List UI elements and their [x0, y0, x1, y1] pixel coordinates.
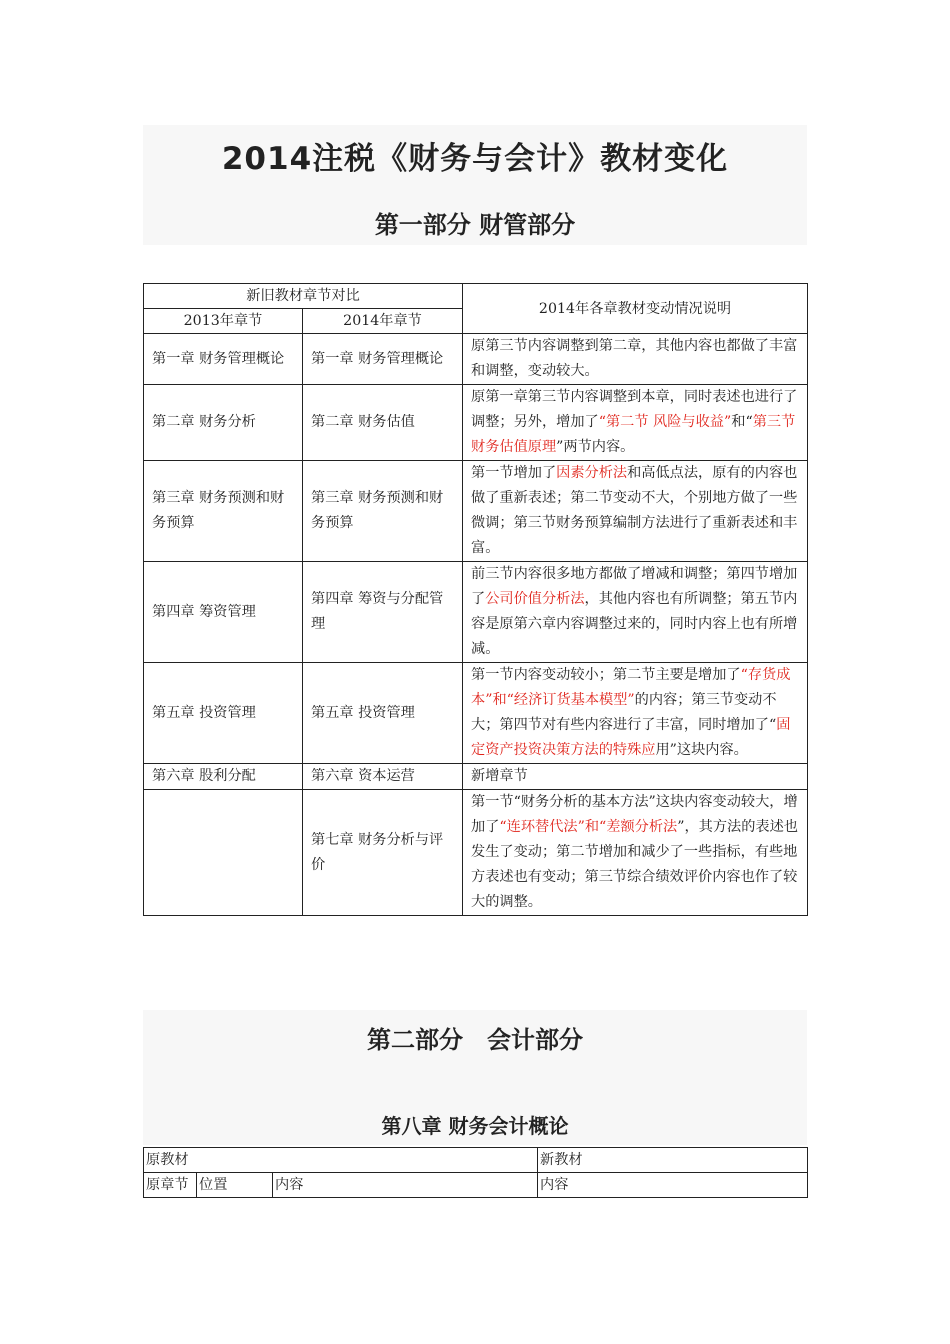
part2-heading: 第二部分 会计部分: [367, 1026, 583, 1054]
highlighted-text: 固定资产投资决策方法的特殊应: [471, 717, 791, 758]
part1-heading: 第一部分 财管部分: [374, 211, 576, 239]
table-row: [144, 562, 808, 663]
header-chapter-comparison: 新旧教材章节对比: [144, 284, 463, 309]
description-text: 用”这块内容。: [655, 742, 748, 758]
table-row: [144, 663, 808, 764]
header-2013: 2013年章节: [144, 309, 303, 334]
description-text: ，其他内容也有所调整；第五节内容是原第六章内容调整过来的，同时内容上也有所增减。: [471, 591, 798, 657]
table-row: [144, 334, 808, 385]
table-row: [144, 790, 808, 916]
table-row: [144, 385, 808, 461]
description-text: 原第一章第三节内容调整到本章，同时表述也进行了调整；另外，增加了: [471, 389, 798, 430]
change-description: [463, 562, 808, 663]
chapter-2013: [144, 790, 303, 916]
position-header: 位置: [197, 1173, 273, 1198]
chapter-2013: 第四章 筹资管理: [144, 562, 303, 663]
description-text: 和“: [731, 414, 753, 430]
description-text: 前三节内容很多地方都做了增减和调整；第四节增加了: [471, 566, 798, 607]
change-description: [463, 764, 808, 790]
chapter-2013: 第二章 财务分析: [144, 385, 303, 461]
chapter-2014: 第七章 财务分析与评价: [303, 790, 463, 916]
description-text: 第一节增加了: [471, 465, 557, 481]
description-text: ”，其方法的表述也发生了变动；第二节增加和减少了一些指标，有些地方表述也有变动；第三节综合绩效评价内容也作了较大的调整。: [471, 819, 798, 910]
chapter8-table: [143, 1147, 808, 1198]
chapter-2014: 第四章 筹资与分配管理: [303, 562, 463, 663]
description-text: 和高低点法，原有的内容也做了重新表述；第二节变动不大，个别地方做了一些微调；第三节财务预算编制方法进行了重新表述和丰富。: [471, 465, 798, 556]
change-description: [463, 790, 808, 916]
table-row: [144, 461, 808, 562]
table-row: [144, 764, 808, 790]
description-text: 的内容；第三节变动不大；第四节对有些内容进行了丰富，同时增加了“: [471, 692, 777, 733]
chapter-2014: 第六章 资本运营: [303, 764, 463, 790]
header-2014: 2014年章节: [303, 309, 463, 334]
description-text: 第一节内容变动较小；第二节主要是增加了: [471, 667, 741, 683]
highlighted-text: 第三节 财务估值原理: [471, 414, 796, 455]
chapter-comparison-table: [143, 283, 808, 916]
description-text: 第一节“财务分析的基本方法”这块内容变动较大，增加了: [471, 794, 798, 835]
new-content-header: 内容: [538, 1173, 808, 1198]
description-text: ”两节内容。: [556, 439, 635, 455]
change-description: [463, 663, 808, 764]
highlighted-text: “存货成本”和“经济订货基本模型”: [471, 667, 791, 708]
old-material-header: 原教材: [144, 1148, 538, 1173]
change-description: [463, 461, 808, 562]
chapter-2013: 第一章 财务管理概论: [144, 334, 303, 385]
description-text: 原第三节内容调整到第二章，其他内容也都做了丰富和调整，变动较大。: [471, 338, 798, 379]
highlighted-text: “连环替代法”和“差额分析法: [499, 819, 678, 835]
change-description: [463, 385, 808, 461]
header-change-description: 2014年各章教材变动情况说明: [463, 284, 808, 334]
chapter8-heading: 第八章 财务会计概论: [381, 1114, 569, 1138]
chapter-2014: 第一章 财务管理概论: [303, 334, 463, 385]
chapter-2014: 第三章 财务预测和财务预算: [303, 461, 463, 562]
description-text: 新增章节: [471, 768, 528, 784]
chapter-2014: 第五章 投资管理: [303, 663, 463, 764]
highlighted-text: 公司价值分析法: [485, 591, 585, 607]
new-material-header: 新教材: [538, 1148, 808, 1173]
chapter-2013: 第六章 股利分配: [144, 764, 303, 790]
highlighted-text: “第二节 风险与收益”: [598, 414, 732, 430]
orig-section-header: 原章节: [144, 1173, 197, 1198]
content-header: 内容: [273, 1173, 538, 1198]
document-title: 2014注税《财务与会计》教材变化: [221, 141, 729, 177]
chapter-2013: 第五章 投资管理: [144, 663, 303, 764]
change-description: [463, 334, 808, 385]
chapter-2013: 第三章 财务预测和财务预算: [144, 461, 303, 562]
highlighted-text: 因素分析法: [556, 465, 628, 481]
chapter-2014: 第二章 财务估值: [303, 385, 463, 461]
